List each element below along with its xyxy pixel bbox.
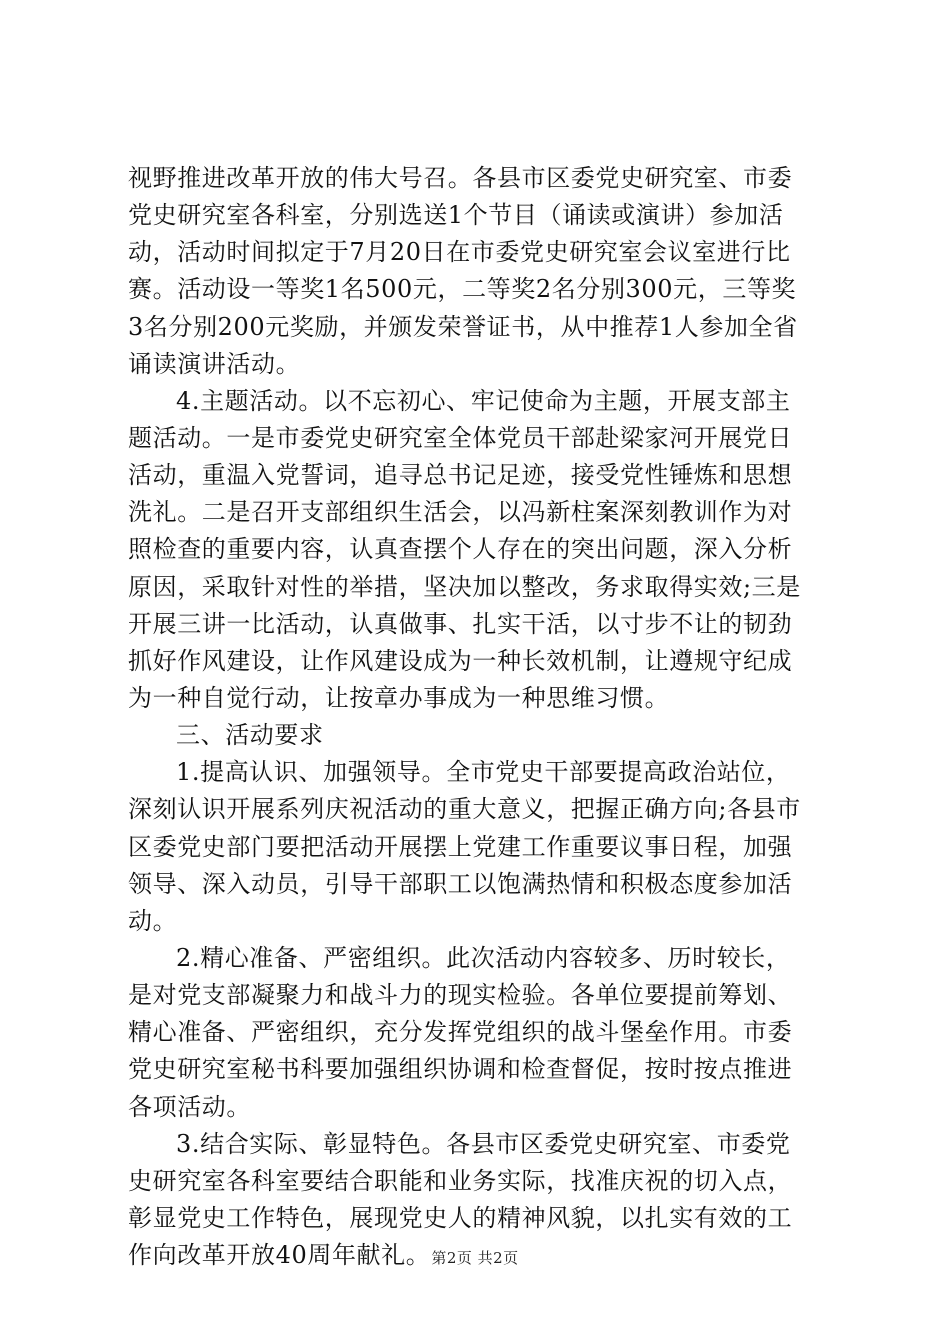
text-line: 各项活动。 (128, 1092, 251, 1121)
text-line: 诵读演讲活动。 (128, 349, 301, 378)
paragraph-start-line: 4.主题活动。以不忘初心、牢记使命为主题，开展支部主 (176, 386, 791, 415)
paragraph-start-line: 2.精心准备、严密组织。此次活动内容较多、历时较长， (176, 943, 791, 972)
text-line: 照检查的重要内容，认真查摆个人存在的突出问题，深入分析 (128, 535, 793, 564)
text-line: 视野推进改革开放的伟大号召。各县市区委党史研究室、市委 (128, 164, 793, 192)
text-line: 党史研究室秘书科要加强组织协调和检查督促，按时按点推进 (128, 1055, 793, 1084)
text-line: 抓好作风建设，让作风建设成为一种长效机制，让遵规守纪成 (128, 646, 793, 675)
document-body (128, 160, 828, 1274)
text-line: 动，活动时间拟定于7月20日在市委党史研究室会议室进行比 (128, 238, 791, 267)
text-line: 作向改革开放40周年献礼。 (128, 1241, 431, 1270)
text-line: 开展三讲一比活动，认真做事、扎实干活，以寸步不让的韧劲 (128, 609, 793, 638)
text-line: 彰显党史工作特色，展现党史人的精神风貌，以扎实有效的工 (128, 1203, 793, 1232)
paragraph-start-line: 1.提高认识、加强领导。全市党史干部要提高政治站位， (176, 758, 791, 787)
text-line: 为一种自觉行动，让按章办事成为一种思维习惯。 (128, 683, 670, 712)
text-line: 动。 (128, 906, 178, 935)
text-line: 是对党支部凝聚力和战斗力的现实检验。各单位要提前筹划、 (128, 981, 793, 1010)
page-number-label: 第2页 共2页 (431, 1249, 519, 1267)
text-line: 深刻认识开展系列庆祝活动的重大意义，把握正确方向;各县市 (128, 795, 801, 824)
text-line: 史研究室各科室要结合职能和业务实际，找准庆祝的切入点， (128, 1166, 793, 1195)
text-line: 洗礼。二是召开支部组织生活会，以冯新柱案深刻教训作为对 (128, 498, 793, 527)
text-line: 领导、深入动员，引导干部职工以饱满热情和积极态度参加活 (128, 869, 793, 898)
text-line: 区委党史部门要把活动开展摆上党建工作重要议事日程，加强 (128, 832, 793, 861)
text-line: 精心准备、严密组织，充分发挥党组织的战斗堡垒作用。市委 (128, 1018, 793, 1047)
text-line: 党史研究室各科室，分别选送1个节目（诵读或演讲）参加活 (128, 201, 784, 230)
text-line: 活动，重温入党誓词，追寻总书记足迹，接受党性锤炼和思想 (128, 461, 793, 490)
text-line: 题活动。一是市委党史研究室全体党员干部赴梁家河开展党日 (128, 423, 793, 452)
text-line: 3名分别200元奖励，并颁发荣誉证书，从中推荐1人参加全省 (128, 312, 798, 341)
paragraph-start-line: 3.结合实际、彰显特色。各县市区委党史研究室、市委党 (176, 1129, 791, 1158)
section-heading: 三、活动要求 (176, 721, 324, 750)
text-line: 赛。活动设一等奖1名500元，二等奖2名分别300元，三等奖 (128, 275, 797, 304)
page-footer (0, 1247, 950, 1268)
text-line: 原因，采取针对性的举措，坚决加以整改，务求取得实效;三是 (128, 572, 801, 601)
